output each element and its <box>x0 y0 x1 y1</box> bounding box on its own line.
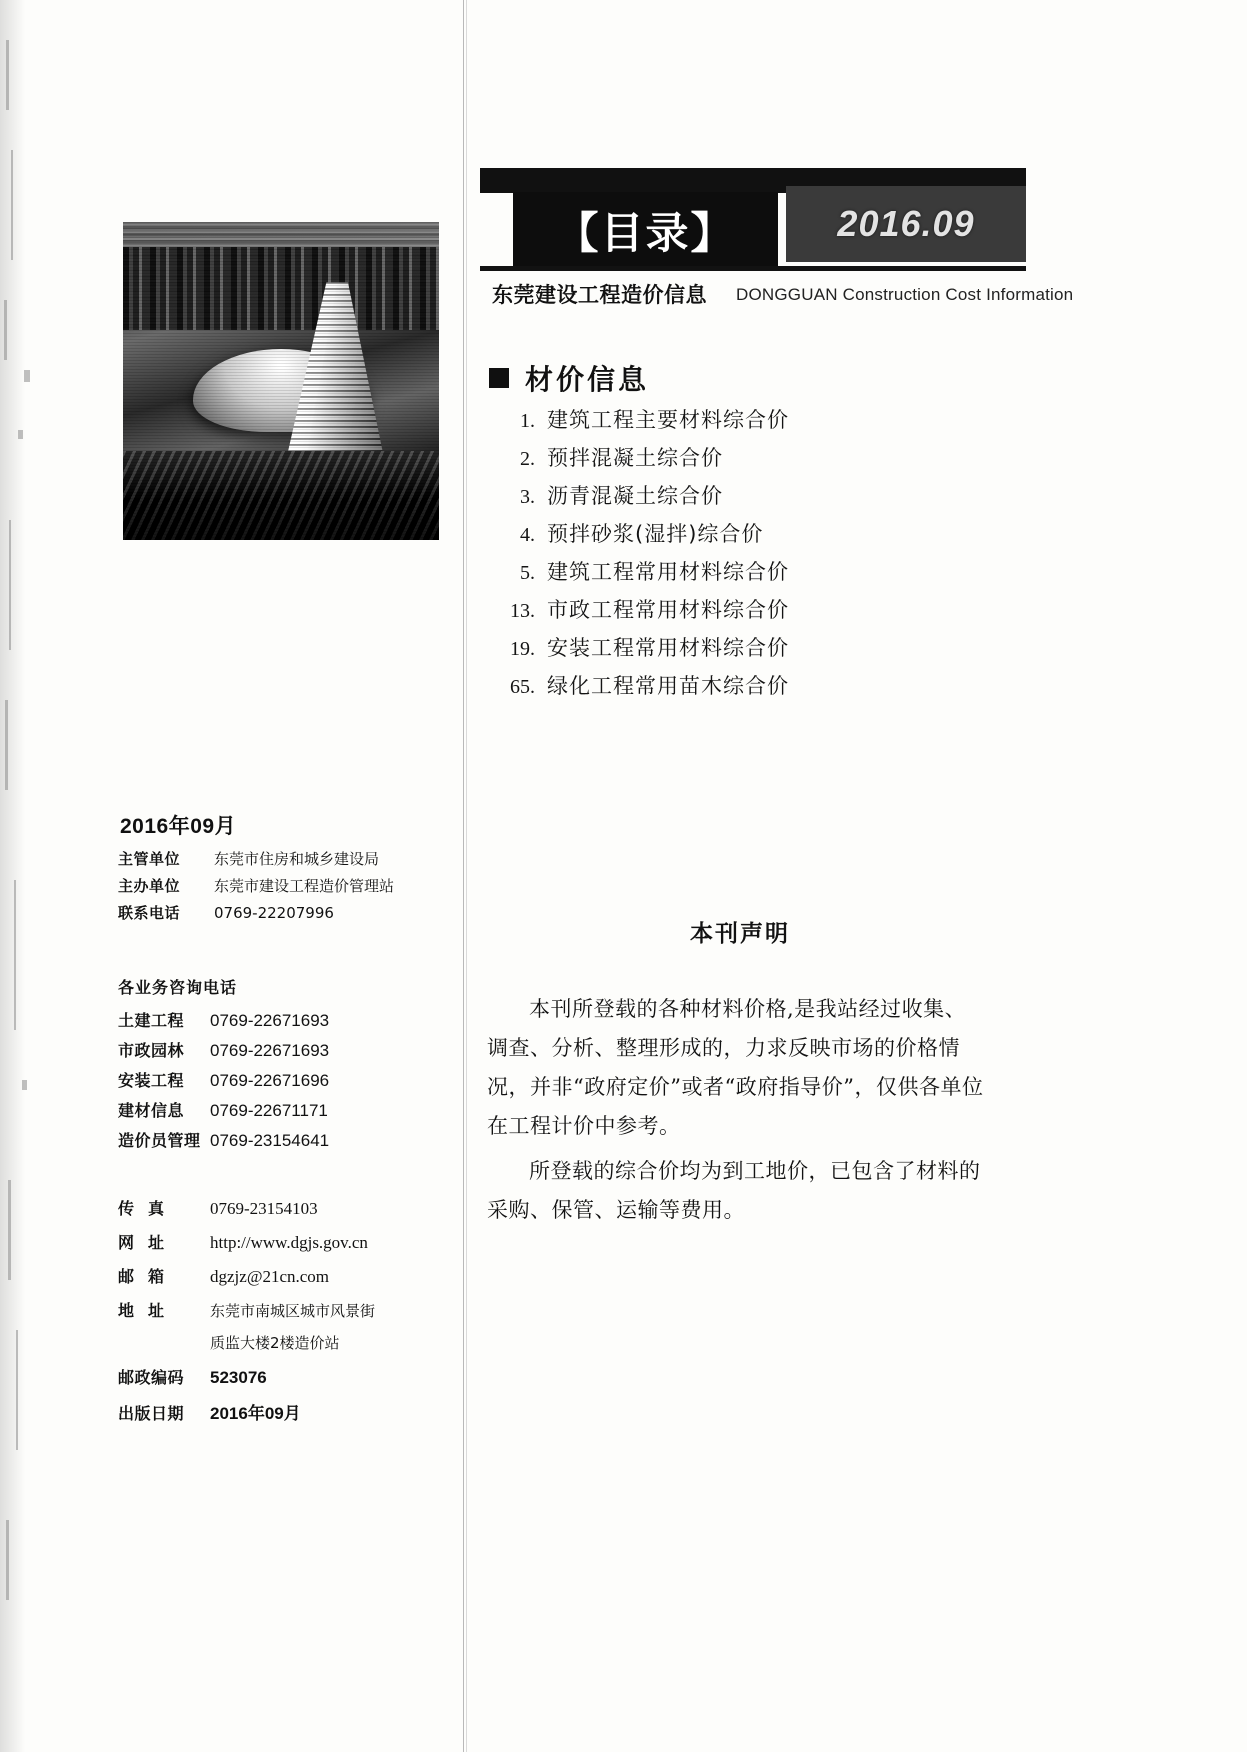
toc-entry-label: 安装工程常用材料综合价 <box>547 636 789 660</box>
phone-number: 0769-22671693 <box>210 1011 330 1030</box>
toc-entry-label: 建筑工程主要材料综合价 <box>547 408 789 432</box>
phone-label: 安装工程 <box>118 1071 185 1090</box>
website-url[interactable]: http://www.dgjs.gov.cn <box>210 1233 368 1252</box>
phone-row <box>118 1098 478 1128</box>
statement-paragraph: 所登载的综合价均为到工地价，已包含了材料的采购、保管、运输等费用。 <box>487 1159 981 1222</box>
publish-date-value: 2016年09月 <box>210 1404 301 1423</box>
phones-list <box>118 1008 478 1158</box>
fax-number: 0769-23154103 <box>210 1199 318 1218</box>
header-divider <box>480 266 1026 271</box>
imprint-value: 东莞市住房和城乡建设局 <box>214 850 380 868</box>
phone-label: 市政园林 <box>118 1041 185 1060</box>
toc-entry[interactable] <box>487 404 1027 442</box>
imprint-row <box>118 875 458 902</box>
section-heading <box>489 358 649 398</box>
statement-paragraph: 本刊所登载的各种材料价格,是我站经过收集、调查、分析、整理形成的，力求反映市场的价格情况，并非“政府定价”或者“政府指导价”，仅供各单位在工程计价中参考。 <box>487 997 984 1138</box>
imprint-value: 东莞市建设工程造价管理站 <box>214 877 395 895</box>
postal-block <box>118 1365 478 1433</box>
contact-row-email[interactable] <box>118 1264 488 1298</box>
phone-number: 0769-22671171 <box>210 1101 328 1120</box>
toc-entry[interactable] <box>487 632 1027 670</box>
phone-row <box>118 1038 478 1068</box>
phone-number: 0769-22671696 <box>210 1071 330 1090</box>
postal-code-label: 邮政编码 <box>118 1368 185 1387</box>
phone-number: 0769-22671693 <box>210 1041 330 1060</box>
publication-name-en: DONGGUAN Construction Cost Information <box>736 285 1074 304</box>
toc-entry[interactable] <box>487 670 1027 708</box>
toc-entry-page: 3. <box>520 486 535 508</box>
toc-entry-label: 建筑工程常用材料综合价 <box>547 560 789 584</box>
contact-row-address <box>118 1298 488 1332</box>
contact-label: 地址 <box>118 1301 179 1320</box>
toc-entry[interactable] <box>487 442 1027 480</box>
toc-title-block <box>513 192 778 268</box>
contact-label: 传真 <box>118 1199 179 1218</box>
contacts-list <box>118 1196 488 1366</box>
issue-badge: 2016.09 <box>837 203 975 244</box>
page-fold-line <box>463 0 464 1752</box>
imprint-key: 主办单位 <box>118 877 181 895</box>
contact-label: 邮箱 <box>118 1267 179 1286</box>
postal-code-row <box>118 1365 478 1399</box>
imprint-key: 联系电话 <box>118 904 181 922</box>
imprint-row <box>118 848 458 875</box>
imprint-key: 主管单位 <box>118 850 181 868</box>
toc-entry-label: 预拌砂浆(湿拌)综合价 <box>547 522 764 546</box>
page-fold-line-shadow <box>466 0 467 1752</box>
email-address[interactable]: dgzjz@21cn.com <box>210 1267 330 1286</box>
address-line-2: 质监大楼2楼造价站 <box>210 1334 340 1352</box>
contact-row-fax <box>118 1196 488 1230</box>
statement-title: 本刊声明 <box>690 921 790 947</box>
phone-number: 0769-23154641 <box>210 1131 330 1150</box>
postal-code-value: 523076 <box>210 1368 267 1387</box>
imprint-block <box>118 848 458 929</box>
toc-entry-page: 65. <box>510 676 535 698</box>
toc-entry[interactable] <box>487 480 1027 518</box>
toc-entry[interactable] <box>487 556 1027 594</box>
phone-label: 建材信息 <box>118 1101 185 1120</box>
phone-row <box>118 1068 478 1098</box>
toc-entry-page: 13. <box>510 600 535 622</box>
toc-entry-label: 绿化工程常用苗木综合价 <box>547 674 789 698</box>
issue-badge-block <box>786 186 1026 262</box>
toc-list <box>487 404 1027 708</box>
phones-title: 各业务咨询电话 <box>118 978 238 997</box>
toc-entry[interactable] <box>487 518 1027 556</box>
toc-entry-label: 预拌混凝土综合价 <box>547 446 723 470</box>
section-title: 材价信息 <box>525 363 650 396</box>
publication-name-cn: 东莞建设工程造价信息 <box>492 283 707 307</box>
toc-entry-label: 沥青混凝土综合价 <box>547 484 723 508</box>
toc-entry-page: 4. <box>520 524 535 546</box>
cover-photo <box>123 222 439 540</box>
scan-edge-noise <box>0 0 36 1752</box>
toc-entry-page: 1. <box>520 410 535 432</box>
toc-entry[interactable] <box>487 594 1027 632</box>
phone-row <box>118 1128 478 1158</box>
imprint-value: 0769-22207996 <box>214 904 334 922</box>
toc-entry-page: 19. <box>510 638 535 660</box>
phone-label: 土建工程 <box>118 1011 185 1030</box>
toc-entry-page: 2. <box>520 448 535 470</box>
square-bullet-icon <box>489 368 509 388</box>
address-line-1: 东莞市南城区城市风景街 <box>210 1302 376 1320</box>
toc-entry-page: 5. <box>520 562 535 584</box>
contact-label: 网址 <box>118 1233 179 1252</box>
issue-date: 2016年09月 <box>120 815 237 838</box>
publish-date-row <box>118 1399 478 1433</box>
publish-date-label: 出版日期 <box>118 1404 185 1423</box>
imprint-row <box>118 902 458 929</box>
statement-body <box>487 990 987 1236</box>
phone-row <box>118 1008 478 1038</box>
contact-row-website[interactable] <box>118 1230 488 1264</box>
toc-entry-label: 市政工程常用材料综合价 <box>547 598 789 622</box>
phone-label: 造价员管理 <box>118 1131 201 1150</box>
toc-title: 【目录】 <box>555 208 736 259</box>
